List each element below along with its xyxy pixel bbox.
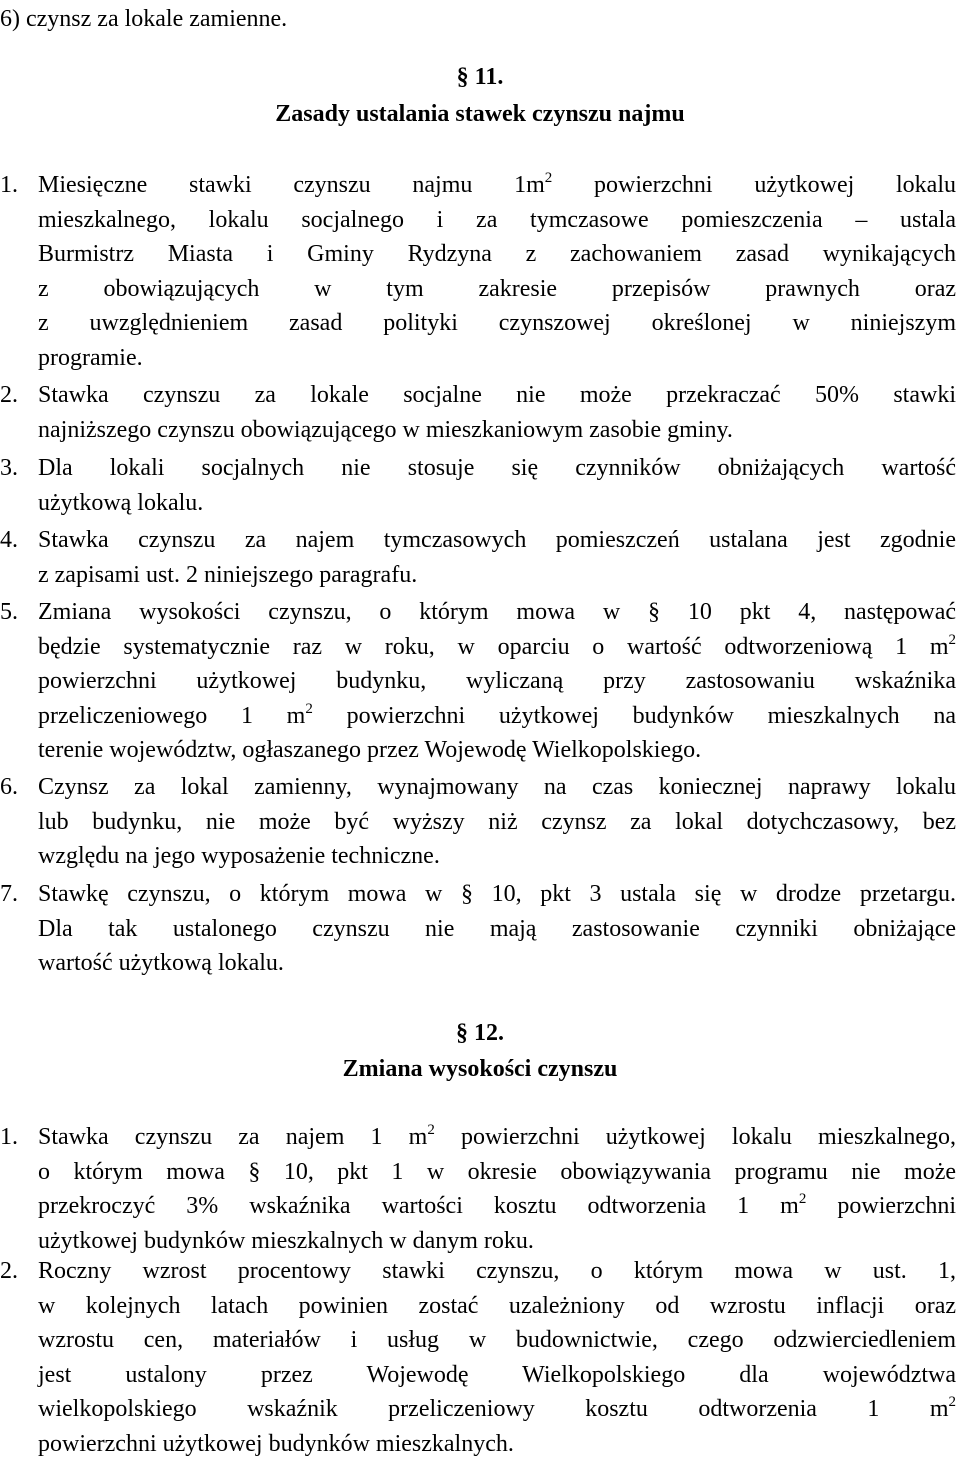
item-number: 7. — [0, 877, 18, 912]
text-line: będzie systematycznie raz w roku, w oparciu o wartość odtworzeniową 1 $m^2$ — [38, 630, 956, 665]
text-line: Burmistrz Miasta i Gminy Rydzyna z zachowaniem zasad wynikających — [38, 237, 956, 272]
text-line: z obowiązujących w tym zakresie przepisów prawnych oraz — [38, 272, 956, 307]
text-line: Roczny wzrost procentowy stawki czynszu, o którym mowa w ust. 1, — [38, 1254, 956, 1289]
text-line: użytkową lokalu. — [38, 486, 956, 521]
item-text — [38, 1254, 956, 1461]
text-line: powierzchni użytkowej budynków mieszkalnych. — [38, 1427, 956, 1461]
item-number: 2. — [0, 1254, 18, 1289]
text-line: Stawka czynszu za najem tymczasowych pomieszczeń ustalana jest zgodnie — [38, 523, 956, 558]
item-text — [38, 877, 956, 981]
text-line: Dla tak ustalonego czynszu nie mają zastosowanie czynniki obniżające — [38, 912, 956, 947]
item-text — [38, 451, 956, 520]
item-number: 1. — [0, 1120, 18, 1155]
text-line: Dla lokali socjalnych nie stosuje się czynników obniżających wartość — [38, 451, 956, 486]
item-text — [38, 595, 956, 768]
text-line: Stawkę czynszu, o którym mowa w § 10, pkt 3 ustala się w drodze przetargu. — [38, 877, 956, 912]
text-line: z zapisami ust. 2 niniejszego paragrafu. — [38, 558, 956, 593]
intro-line: 6) czynsz za lokale zamienne. — [0, 2, 287, 37]
item-number: 1. — [0, 168, 18, 203]
text-line: względu na jego wyposażenie techniczne. — [38, 839, 956, 874]
section-11-number: § 11. — [0, 60, 960, 95]
text-line: Stawka czynszu za najem 1 $m^2$ powierzchni użytkowej lokalu mieszkalnego, — [38, 1120, 956, 1155]
text-line: przeliczeniowego 1 $m^2$ powierzchni użytkowej budynków mieszkalnych na — [38, 699, 956, 734]
text-line: Czynsz za lokal zamienny, wynajmowany na czas koniecznej naprawy lokalu — [38, 770, 956, 805]
item-number: 5. — [0, 595, 18, 630]
text-line: Miesięczne stawki czynszu najmu $1m^2$ powierzchni użytkowej lokalu — [38, 168, 956, 203]
item-text — [38, 770, 956, 874]
item-number: 2. — [0, 378, 18, 413]
item-text — [38, 523, 956, 592]
text-line: o którym mowa § 10, pkt 1 w okresie obowiązywania programu nie może — [38, 1155, 956, 1190]
section-12-title: Zmiana wysokości czynszu — [0, 1052, 960, 1087]
item-number: 6. — [0, 770, 18, 805]
text-line: najniższego czynszu obowiązującego w mieszkaniowym zasobie gminy. — [38, 413, 956, 448]
text-line: jest ustalony przez Wojewodę Wielkopolskiego dla województwa — [38, 1358, 956, 1393]
section-12-number: § 12. — [0, 1016, 960, 1051]
text-line: Zmiana wysokości czynszu, o którym mowa w § 10 pkt 4, następować — [38, 595, 956, 630]
text-line: przekroczyć 3% wskaźnika wartości kosztu odtworzenia 1 $m^2$ powierzchni — [38, 1189, 956, 1224]
text-line: wzrostu cen, materiałów i usług w budownictwie, czego odzwierciedleniem — [38, 1323, 956, 1358]
item-number: 3. — [0, 451, 18, 486]
text-line: powierzchni użytkowej budynku, wyliczaną przy zastosowaniu wskaźnika — [38, 664, 956, 699]
text-line: z uwzględnieniem zasad polityki czynszowej określonej w niniejszym — [38, 306, 956, 341]
text-line: mieszkalnego, lokalu socjalnego i za tymczasowe pomieszczenia – ustala — [38, 203, 956, 238]
text-line: Stawka czynszu za lokale socjalne nie może przekraczać 50% stawki — [38, 378, 956, 413]
item-text — [38, 378, 956, 447]
text-line: w kolejnych latach powinien zostać uzależniony od wzrostu inflacji oraz — [38, 1289, 956, 1324]
item-number: 4. — [0, 523, 18, 558]
text-line: programie. — [38, 341, 956, 376]
item-text — [38, 1120, 956, 1258]
text-line: wartość użytkową lokalu. — [38, 946, 956, 981]
text-line: wielkopolskiego wskaźnik przeliczeniowy kosztu odtworzenia 1 $m^2$ — [38, 1392, 956, 1427]
text-line: użytkowej budynków mieszkalnych w danym roku. — [38, 1224, 956, 1259]
text-line: lub budynku, nie może być wyższy niż czynsz za lokal dotychczasowy, bez — [38, 805, 956, 840]
text-line: terenie województw, ogłaszanego przez Wojewodę Wielkopolskiego. — [38, 733, 956, 768]
section-11-title: Zasady ustalania stawek czynszu najmu — [0, 97, 960, 132]
item-text — [38, 168, 956, 375]
